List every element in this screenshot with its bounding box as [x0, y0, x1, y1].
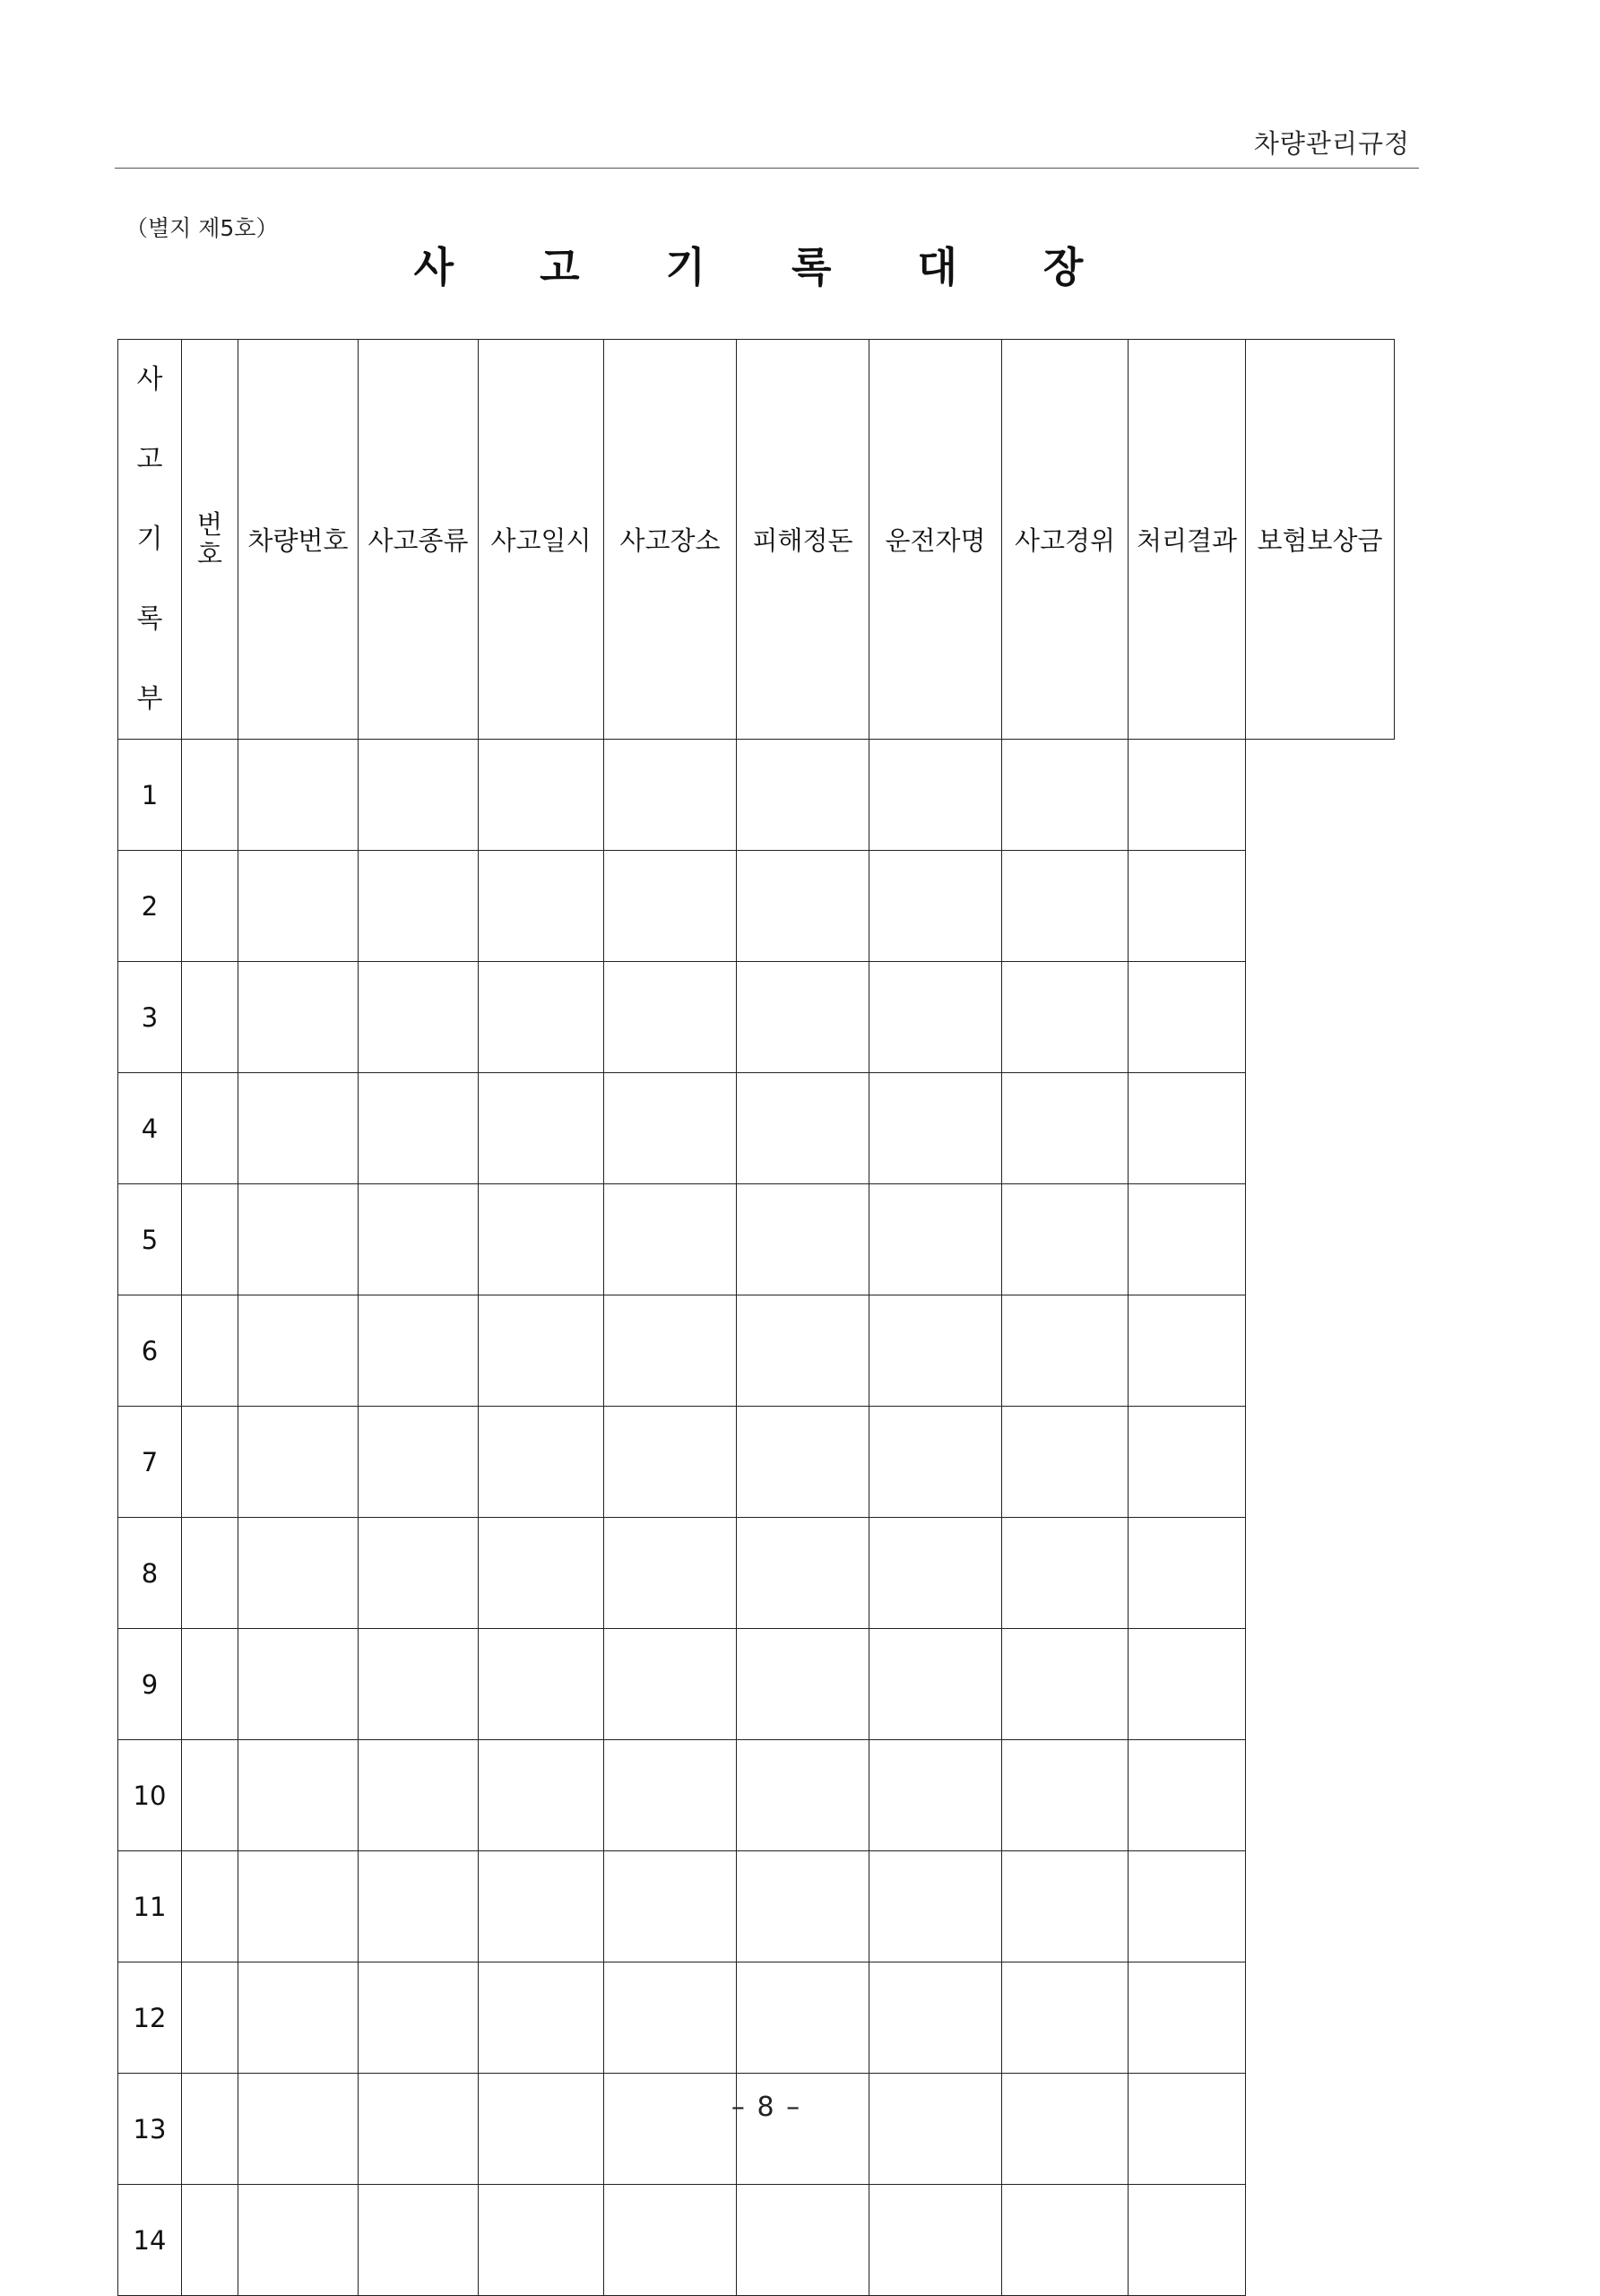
blank-cell — [604, 740, 737, 851]
blank-cell — [182, 851, 238, 962]
blank-cell — [737, 1407, 869, 1518]
blank-cell — [737, 1295, 869, 1407]
row-number: 5 — [118, 1184, 182, 1295]
blank-cell — [1002, 1184, 1129, 1295]
table-row — [118, 962, 1395, 1073]
table-row — [118, 740, 1395, 851]
blank-cell — [238, 851, 359, 962]
blank-cell — [479, 1518, 604, 1629]
blank-cell — [1129, 1407, 1246, 1518]
section-label — [118, 340, 182, 740]
blank-cell — [737, 1851, 869, 1962]
blank-cell — [1129, 740, 1246, 851]
blank-cell — [1129, 1851, 1246, 1962]
blank-cell — [359, 1407, 479, 1518]
blank-cell — [479, 2185, 604, 2296]
blank-cell — [737, 1962, 869, 2074]
row-number: 3 — [118, 962, 182, 1073]
blank-cell — [1002, 1295, 1129, 1407]
blank-cell — [182, 1851, 238, 1962]
blank-cell — [182, 740, 238, 851]
blank-cell — [479, 2074, 604, 2185]
number-header-line: 호 — [196, 538, 222, 569]
column-header-resolution: 처리결과 — [1129, 340, 1246, 740]
blank-cell — [869, 1184, 1002, 1295]
page-number: – 8 – — [731, 2092, 802, 2123]
column-header-damage-extent: 피해정돈 — [737, 340, 869, 740]
blank-cell — [1129, 1740, 1246, 1851]
blank-cell — [604, 1184, 737, 1295]
blank-cell — [182, 2185, 238, 2296]
blank-cell — [182, 2074, 238, 2185]
blank-cell — [869, 740, 1002, 851]
blank-cell — [1002, 851, 1129, 962]
blank-cell — [604, 2074, 737, 2185]
table-row — [118, 2185, 1395, 2296]
blank-cell — [238, 1295, 359, 1407]
table-row — [118, 851, 1395, 962]
row-number: 4 — [118, 1073, 182, 1184]
blank-cell — [359, 1740, 479, 1851]
blank-cell — [479, 1629, 604, 1740]
blank-cell — [604, 1518, 737, 1629]
blank-cell — [869, 1518, 1002, 1629]
blank-cell — [1002, 1962, 1129, 2074]
row-number: 14 — [118, 2185, 182, 2296]
blank-cell — [737, 740, 869, 851]
column-header-accident-datetime: 사고일시 — [479, 340, 604, 740]
form-number: （별지 제5호） — [125, 215, 279, 241]
header-row — [118, 340, 1395, 740]
blank-cell — [238, 1073, 359, 1184]
blank-cell — [604, 851, 737, 962]
row-number: 6 — [118, 1295, 182, 1407]
number-header-line: 번 — [196, 508, 222, 540]
blank-cell — [869, 1962, 1002, 2074]
blank-cell — [1129, 962, 1246, 1073]
blank-cell — [182, 1407, 238, 1518]
row-number: 9 — [118, 1629, 182, 1740]
blank-cell — [604, 1407, 737, 1518]
blank-cell — [604, 1073, 737, 1184]
blank-cell — [737, 1184, 869, 1295]
blank-cell — [737, 1518, 869, 1629]
blank-cell — [359, 740, 479, 851]
blank-cell — [359, 1184, 479, 1295]
blank-cell — [1129, 851, 1246, 962]
blank-cell — [1129, 1295, 1246, 1407]
accident-record-table — [117, 339, 1395, 2296]
blank-cell — [238, 1851, 359, 1962]
blank-cell — [359, 851, 479, 962]
blank-cell — [238, 2185, 359, 2296]
blank-cell — [359, 1073, 479, 1184]
table-row — [118, 1184, 1395, 1295]
blank-cell — [1129, 2074, 1246, 2185]
row-number: 13 — [118, 2074, 182, 2185]
blank-cell — [238, 1629, 359, 1740]
blank-cell — [359, 1851, 479, 1962]
section-label-char: 록 — [136, 603, 163, 635]
blank-cell — [479, 851, 604, 962]
blank-cell — [604, 1740, 737, 1851]
column-header-accident-type: 사고종류 — [359, 340, 479, 740]
blank-cell — [869, 1407, 1002, 1518]
header-rule — [115, 168, 1419, 169]
table-row — [118, 2074, 1395, 2185]
blank-cell — [359, 1629, 479, 1740]
table-row — [118, 1851, 1395, 1962]
blank-cell — [479, 1962, 604, 2074]
section-label-char: 사 — [136, 364, 163, 395]
table-row — [118, 1295, 1395, 1407]
section-label-char: 부 — [136, 683, 163, 715]
blank-cell — [359, 962, 479, 1073]
blank-cell — [604, 1295, 737, 1407]
column-header-accident-location: 사고장소 — [604, 340, 737, 740]
blank-cell — [869, 851, 1002, 962]
blank-cell — [1002, 1407, 1129, 1518]
blank-cell — [238, 740, 359, 851]
document-title: 사 고 기 록 대 장 — [413, 243, 1120, 291]
blank-cell — [737, 1629, 869, 1740]
blank-cell — [604, 1629, 737, 1740]
blank-cell — [1129, 1518, 1246, 1629]
blank-cell — [182, 1740, 238, 1851]
blank-cell — [1002, 1629, 1129, 1740]
blank-cell — [479, 1295, 604, 1407]
row-number: 8 — [118, 1518, 182, 1629]
blank-cell — [238, 1962, 359, 2074]
blank-cell — [479, 1407, 604, 1518]
section-label-char: 고 — [136, 444, 163, 475]
blank-cell — [737, 1073, 869, 1184]
column-header-accident-details: 사고경위 — [1002, 340, 1129, 740]
blank-cell — [359, 1295, 479, 1407]
blank-cell — [737, 2185, 869, 2296]
blank-cell — [182, 1184, 238, 1295]
blank-cell — [869, 1851, 1002, 1962]
blank-cell — [182, 962, 238, 1073]
blank-cell — [737, 1740, 869, 1851]
table-row — [118, 1518, 1395, 1629]
blank-cell — [479, 1740, 604, 1851]
row-number: 11 — [118, 1851, 182, 1962]
blank-cell — [479, 740, 604, 851]
row-number: 10 — [118, 1740, 182, 1851]
table-row — [118, 1073, 1395, 1184]
column-header-vehicle-number: 차량번호 — [238, 340, 359, 740]
row-number: 2 — [118, 851, 182, 962]
blank-cell — [238, 1407, 359, 1518]
blank-cell — [737, 851, 869, 962]
blank-cell — [1002, 740, 1129, 851]
blank-cell — [182, 1962, 238, 2074]
blank-cell — [1002, 1740, 1129, 1851]
running-header: 차량관리규정 — [1253, 128, 1410, 159]
blank-cell — [1129, 1629, 1246, 1740]
blank-cell — [869, 1629, 1002, 1740]
blank-cell — [1002, 1073, 1129, 1184]
blank-cell — [238, 1184, 359, 1295]
blank-cell — [869, 1740, 1002, 1851]
blank-cell — [359, 2185, 479, 2296]
blank-cell — [869, 962, 1002, 1073]
column-header-insurance-compensation: 보험보상금 — [1246, 340, 1395, 740]
row-number: 12 — [118, 1962, 182, 2074]
blank-cell — [604, 2185, 737, 2296]
blank-cell — [604, 962, 737, 1073]
blank-cell — [869, 1295, 1002, 1407]
blank-cell — [479, 1851, 604, 1962]
blank-cell — [1002, 1851, 1129, 1962]
blank-cell — [1129, 1073, 1246, 1184]
table-row — [118, 1740, 1395, 1851]
blank-cell — [869, 2074, 1002, 2185]
blank-cell — [359, 1962, 479, 2074]
blank-cell — [238, 1740, 359, 1851]
blank-cell — [604, 1962, 737, 2074]
blank-cell — [238, 1518, 359, 1629]
blank-cell — [737, 2074, 869, 2185]
column-header-driver-name: 운전자명 — [869, 340, 1002, 740]
table-row — [118, 1629, 1395, 1740]
blank-cell — [1002, 2185, 1129, 2296]
blank-cell — [1129, 2185, 1246, 2296]
blank-cell — [479, 1184, 604, 1295]
blank-cell — [238, 962, 359, 1073]
blank-cell — [737, 962, 869, 1073]
blank-cell — [869, 1073, 1002, 1184]
table-row — [118, 1407, 1395, 1518]
blank-cell — [869, 2185, 1002, 2296]
blank-cell — [479, 1073, 604, 1184]
blank-cell — [359, 1518, 479, 1629]
blank-cell — [604, 1851, 737, 1962]
blank-cell — [1002, 962, 1129, 1073]
blank-cell — [1129, 1184, 1246, 1295]
table-row — [118, 1962, 1395, 2074]
blank-cell — [182, 1073, 238, 1184]
column-header-number — [182, 340, 238, 740]
blank-cell — [238, 2074, 359, 2185]
section-label-char: 기 — [136, 524, 163, 555]
blank-cell — [182, 1629, 238, 1740]
blank-cell — [479, 962, 604, 1073]
blank-cell — [182, 1295, 238, 1407]
blank-cell — [1002, 1518, 1129, 1629]
blank-cell — [359, 2074, 479, 2185]
blank-cell — [182, 1518, 238, 1629]
blank-cell — [1002, 2074, 1129, 2185]
row-number: 7 — [118, 1407, 182, 1518]
row-number: 1 — [118, 740, 182, 851]
blank-cell — [1129, 1962, 1246, 2074]
